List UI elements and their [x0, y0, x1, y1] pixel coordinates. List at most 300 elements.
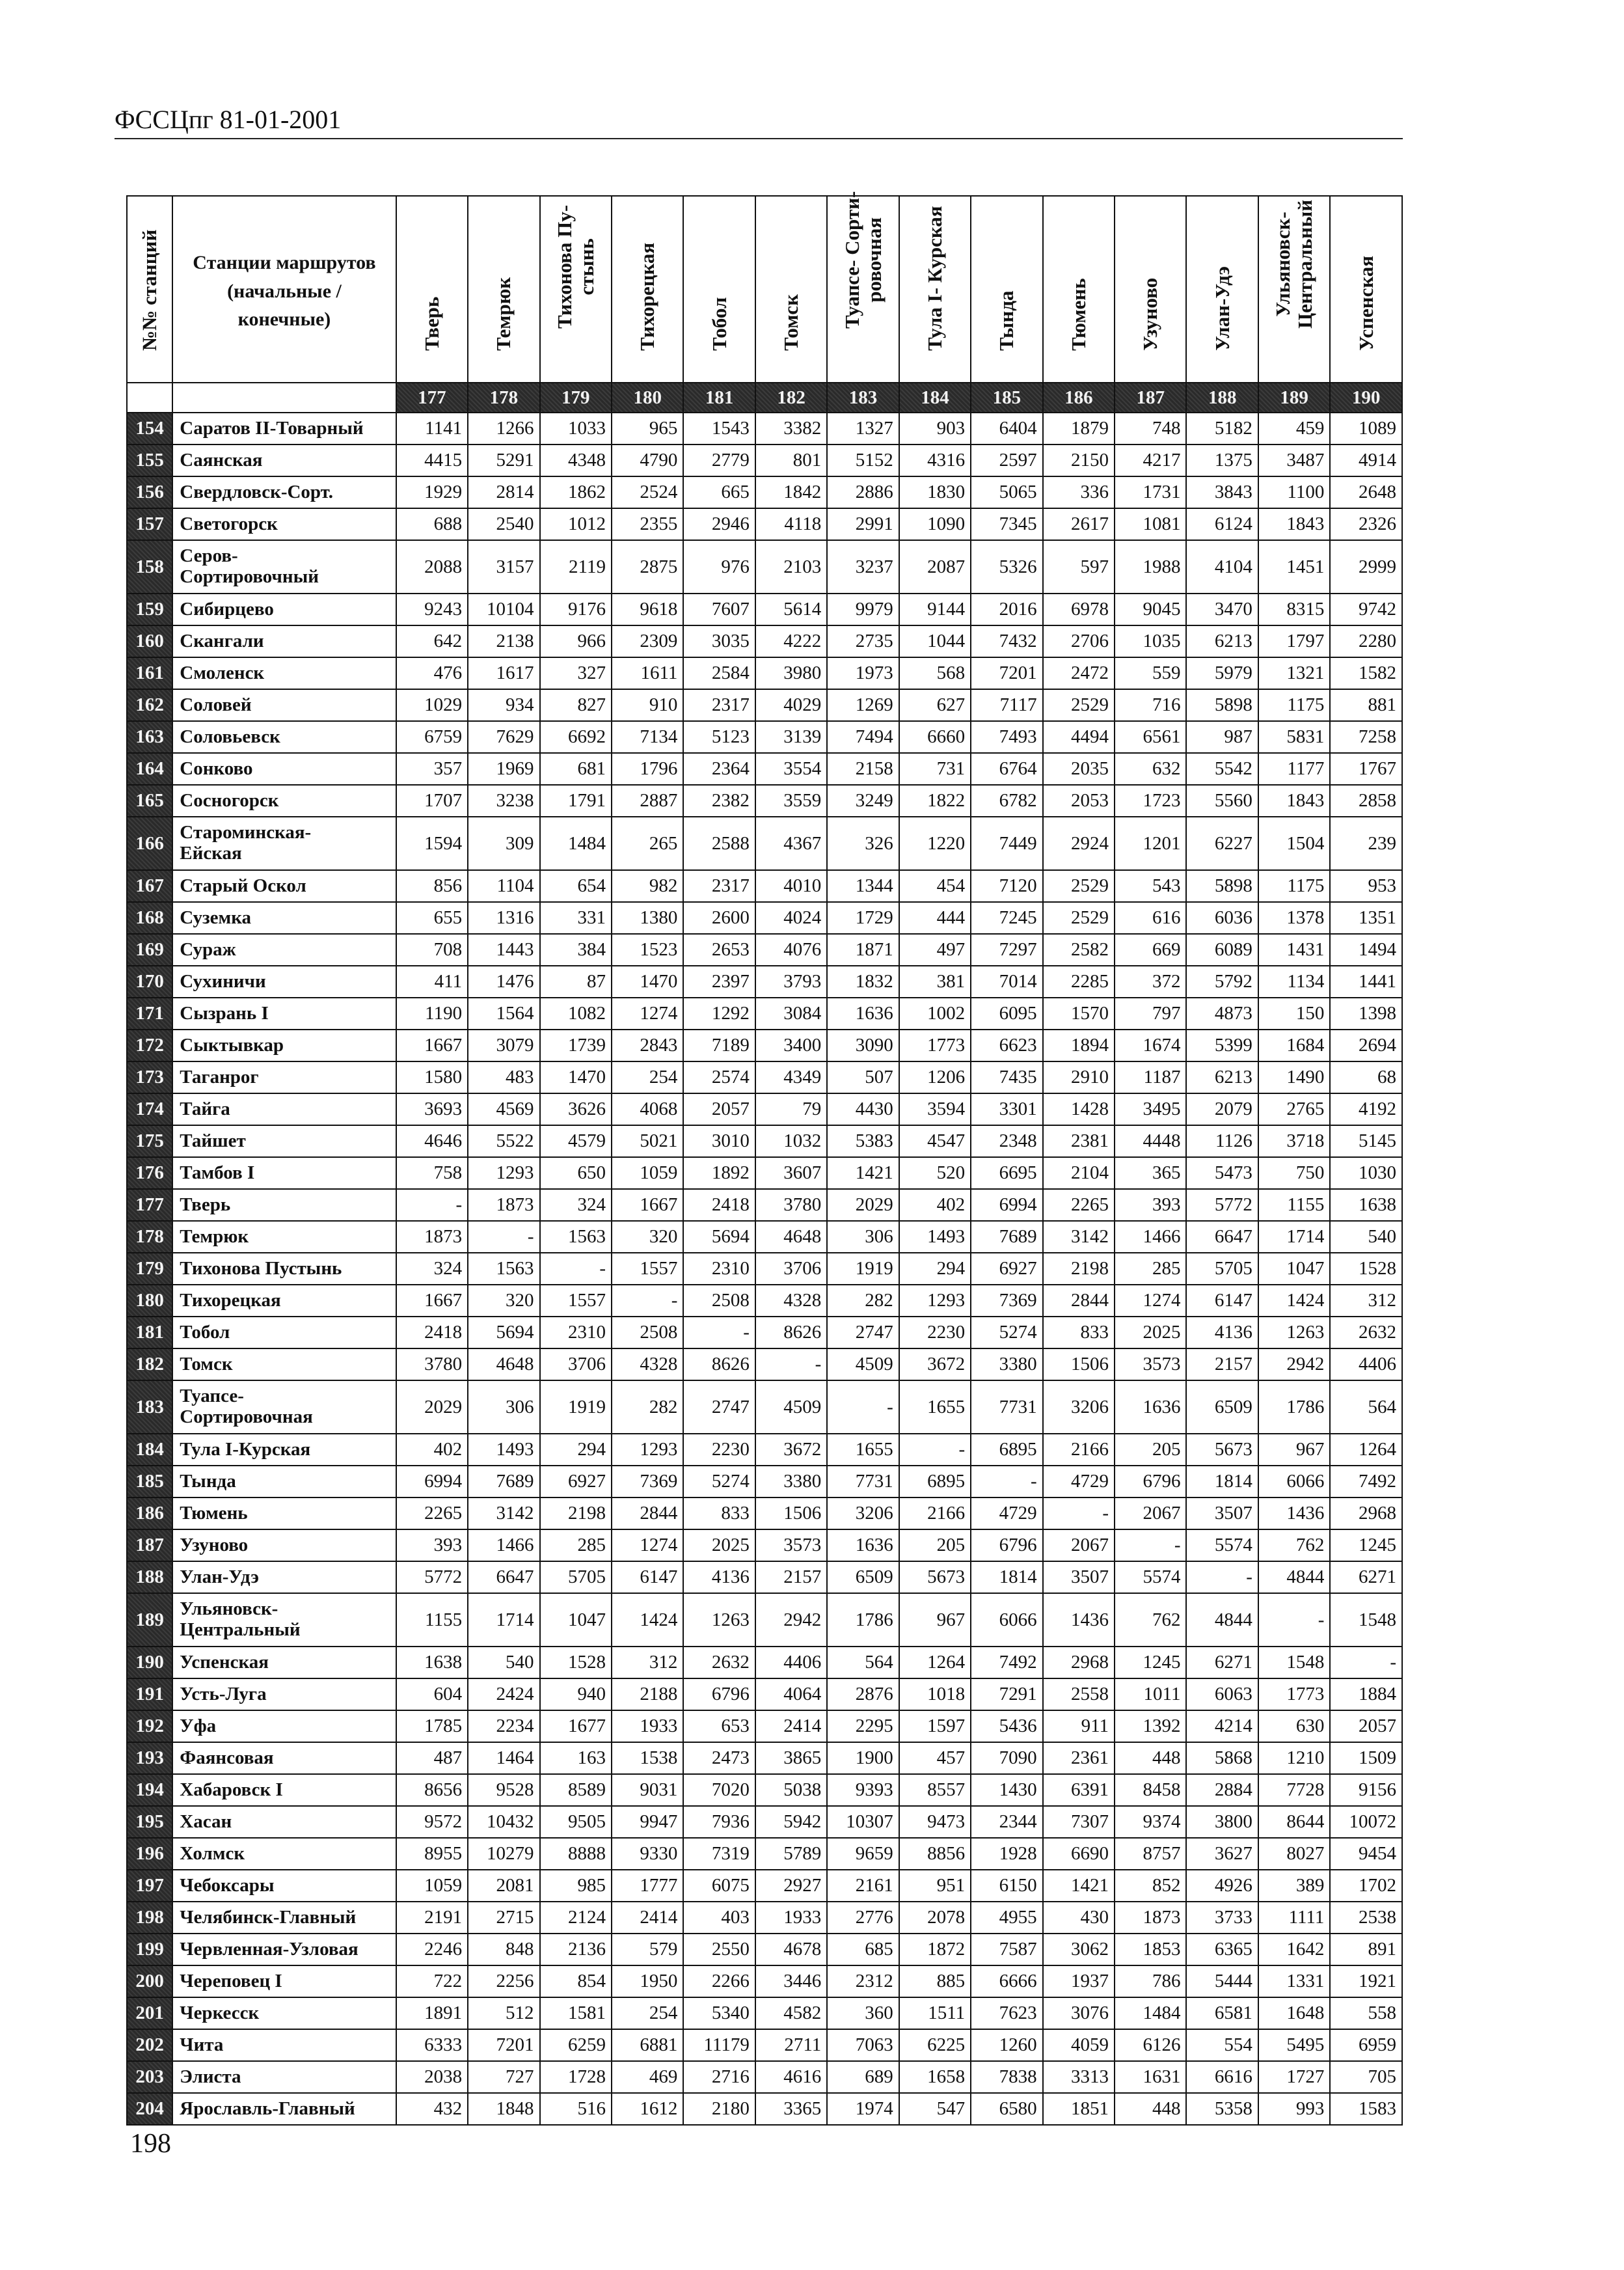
distance-cell: 6075	[683, 1870, 755, 1902]
distance-cell: 393	[1115, 1189, 1186, 1221]
distance-cell: 543	[1115, 870, 1186, 902]
distance-cell: 1263	[683, 1593, 755, 1647]
distance-cell: 1177	[1258, 753, 1330, 785]
distance-cell: 2280	[1330, 625, 1402, 657]
station-number: 190	[127, 1647, 172, 1678]
distance-cell: 2927	[755, 1870, 827, 1902]
distance-cell: 4367	[755, 817, 827, 870]
distance-cell: 5942	[755, 1806, 827, 1838]
station-name: Ярославль-Главный	[172, 2093, 396, 2125]
distance-cell: 2558	[1043, 1678, 1115, 1710]
distance-cell: 5979	[1186, 657, 1258, 689]
distance-cell: 1872	[899, 1934, 971, 1965]
station-number: 192	[127, 1710, 172, 1742]
distance-cell: 4494	[1043, 721, 1115, 753]
distance-cell: 9144	[899, 594, 971, 625]
distance-cell: 727	[468, 2061, 539, 2093]
station-name: Свердловск-Сорт.	[172, 476, 396, 508]
table-row	[127, 1678, 1402, 1710]
table-row	[127, 1030, 1402, 1061]
distance-cell: 2747	[683, 1380, 755, 1434]
distance-cell: 4010	[755, 870, 827, 902]
distance-cell: 7689	[468, 1466, 539, 1497]
distance-cell: 4678	[755, 1934, 827, 1965]
distance-cell: 2312	[827, 1965, 899, 1997]
station-name: Сонково	[172, 753, 396, 785]
column-number: 182	[755, 383, 827, 413]
distance-cell: 2653	[683, 934, 755, 966]
distance-cell: 1786	[1258, 1380, 1330, 1434]
distance-cell: 7090	[971, 1742, 1042, 1774]
distance-cell: 1919	[827, 1253, 899, 1285]
distance-cell: 564	[1330, 1380, 1402, 1434]
distance-cell: 2265	[396, 1497, 468, 1529]
distance-cell: 632	[1115, 753, 1186, 785]
distance-cell: 205	[899, 1529, 971, 1561]
distance-cell: 758	[396, 1157, 468, 1189]
station-name: Узуново	[172, 1529, 396, 1561]
station-name: Соловьевск	[172, 721, 396, 753]
distance-cell: 2136	[540, 1934, 612, 1965]
distance-cell: 1636	[827, 1529, 899, 1561]
distance-cell: 1928	[971, 1838, 1042, 1870]
distance-cell: 2310	[540, 1317, 612, 1348]
distance-cell: 4955	[971, 1902, 1042, 1934]
station-name: Холмск	[172, 1838, 396, 1870]
table-row	[127, 1497, 1402, 1529]
distance-cell: 6782	[971, 785, 1042, 817]
station-number: 172	[127, 1030, 172, 1061]
distance-cell: 2295	[827, 1710, 899, 1742]
distance-cell: 1843	[1258, 785, 1330, 817]
distance-cell: 1894	[1043, 1030, 1115, 1061]
distance-cell: 384	[540, 934, 612, 966]
station-number: 159	[127, 594, 172, 625]
distance-cell: 2424	[468, 1678, 539, 1710]
distance-cell: 2191	[396, 1902, 468, 1934]
distance-cell: 2029	[396, 1380, 468, 1434]
distance-cell: 5145	[1330, 1125, 1402, 1157]
distance-cell: 1786	[827, 1593, 899, 1647]
distance-cell: 1822	[899, 785, 971, 817]
distance-cell: 2397	[683, 966, 755, 998]
distance-cell: 1464	[468, 1742, 539, 1774]
distance-cell: 2150	[1043, 444, 1115, 476]
distance-cell: 4729	[971, 1497, 1042, 1529]
distance-cell: -	[612, 1285, 683, 1317]
distance-cell: 9156	[1330, 1774, 1402, 1806]
station-number: 179	[127, 1253, 172, 1285]
distance-cell: 2025	[683, 1529, 755, 1561]
distance-cell: 2550	[683, 1934, 755, 1965]
distance-cell: 833	[1043, 1317, 1115, 1348]
distance-cell: 2574	[683, 1061, 755, 1093]
distance-cell: 7493	[971, 721, 1042, 753]
distance-cell: 239	[1330, 817, 1402, 870]
station-name-header: Станции маршрутов (начальные / конечные)	[172, 196, 396, 383]
station-number: 177	[127, 1189, 172, 1221]
station-number: 168	[127, 902, 172, 934]
distance-cell: 854	[540, 1965, 612, 1997]
distance-cell: 3382	[755, 413, 827, 444]
column-number: 177	[396, 383, 468, 413]
distance-cell: 2694	[1330, 1030, 1402, 1061]
distance-cell: 3142	[468, 1497, 539, 1529]
distance-cell: 5291	[468, 444, 539, 476]
distance-cell: 8757	[1115, 1838, 1186, 1870]
distance-cell: 993	[1258, 2093, 1330, 2125]
distance-cell: 762	[1115, 1593, 1186, 1647]
distance-cell: 3793	[755, 966, 827, 998]
distance-cell: 5868	[1186, 1742, 1258, 1774]
distance-cell: 2858	[1330, 785, 1402, 817]
distance-cell: 2285	[1043, 966, 1115, 998]
distance-cell: 6213	[1186, 1061, 1258, 1093]
distance-cell: -	[1043, 1497, 1115, 1529]
distance-cell: 1035	[1115, 625, 1186, 657]
table-row	[127, 1870, 1402, 1902]
distance-cell: 2104	[1043, 1157, 1115, 1189]
column-number: 180	[612, 383, 683, 413]
distance-cell: 1292	[683, 998, 755, 1030]
distance-cell: 294	[540, 1434, 612, 1466]
station-number: 198	[127, 1902, 172, 1934]
station-number: 193	[127, 1742, 172, 1774]
distance-cell: 1126	[1186, 1125, 1258, 1157]
distance-cell: 540	[468, 1647, 539, 1678]
distance-cell: 1791	[540, 785, 612, 817]
distance-cell: 1484	[540, 817, 612, 870]
distance-cell: 507	[827, 1061, 899, 1093]
distance-cell: 891	[1330, 1934, 1402, 1965]
station-number: 161	[127, 657, 172, 689]
distance-cell: 2648	[1330, 476, 1402, 508]
distance-cell: 5772	[396, 1561, 468, 1593]
distance-cell: 642	[396, 625, 468, 657]
station-number: 167	[127, 870, 172, 902]
distance-cell: 6616	[1186, 2061, 1258, 2093]
station-number: 186	[127, 1497, 172, 1529]
distance-cell: 1648	[1258, 1997, 1330, 2029]
distance-cell: 1714	[468, 1593, 539, 1647]
column-number: 183	[827, 383, 899, 413]
distance-cell: 797	[1115, 998, 1186, 1030]
distance-cell: 685	[827, 1934, 899, 1965]
distance-cell: 402	[396, 1434, 468, 1466]
station-name: Тихорецкая	[172, 1285, 396, 1317]
distance-cell: 2309	[612, 625, 683, 657]
distance-cell: 4790	[612, 444, 683, 476]
distance-cell: 6227	[1186, 817, 1258, 870]
distance-cell: 1853	[1115, 1934, 1186, 1965]
distance-cell: 5358	[1186, 2093, 1258, 2125]
table-row	[127, 1434, 1402, 1466]
distance-cell: 4192	[1330, 1093, 1402, 1125]
distance-cell: 6895	[971, 1434, 1042, 1466]
distance-cell: 2875	[612, 540, 683, 594]
distance-cell: 2057	[1330, 1710, 1402, 1742]
column-number: 189	[1258, 383, 1330, 413]
distance-cell: 3594	[899, 1093, 971, 1125]
column-header: Тула I- Курская	[899, 196, 971, 383]
distance-cell: 2310	[683, 1253, 755, 1285]
station-number: 183	[127, 1380, 172, 1434]
column-number: 184	[899, 383, 971, 413]
distance-cell: 1523	[612, 934, 683, 966]
distance-cell: 7245	[971, 902, 1042, 934]
distance-cell: 6881	[612, 2029, 683, 2061]
station-number: 164	[127, 753, 172, 785]
distance-cell: 2166	[1043, 1434, 1115, 1466]
distance-cell: 1667	[396, 1030, 468, 1061]
distance-cell: 7369	[971, 1285, 1042, 1317]
station-number: 203	[127, 2061, 172, 2093]
distance-cell: 2088	[396, 540, 468, 594]
distance-cell: 381	[899, 966, 971, 998]
distance-cell: 1543	[683, 413, 755, 444]
distance-cell: 1684	[1258, 1030, 1330, 1061]
distance-cell: 6509	[1186, 1380, 1258, 1434]
distance-cell: 5340	[683, 1997, 755, 2029]
distance-cell: 6647	[1186, 1221, 1258, 1253]
distance-cell: 3718	[1258, 1125, 1330, 1157]
station-name: Черкесск	[172, 1997, 396, 2029]
distance-cell: 1988	[1115, 540, 1186, 594]
distance-cell: 6271	[1330, 1561, 1402, 1593]
distance-cell: 5399	[1186, 1030, 1258, 1061]
distance-cell: 2473	[683, 1742, 755, 1774]
distance-cell: 5522	[468, 1125, 539, 1157]
distance-cell: 1104	[468, 870, 539, 902]
table-row	[127, 2061, 1402, 2093]
distance-cell: 1638	[396, 1647, 468, 1678]
distance-cell: 309	[468, 817, 539, 870]
distance-cell: 1245	[1330, 1529, 1402, 1561]
distance-cell: 1032	[755, 1125, 827, 1157]
distance-cell: -	[755, 1348, 827, 1380]
distance-cell: 2157	[755, 1561, 827, 1593]
distance-cell: 8315	[1258, 594, 1330, 625]
distance-cell: 6404	[971, 413, 1042, 444]
station-number: 187	[127, 1529, 172, 1561]
distance-cell: 9454	[1330, 1838, 1402, 1870]
distance-cell: 2053	[1043, 785, 1115, 817]
distance-cell: 1973	[827, 657, 899, 689]
distance-cell: 7134	[612, 721, 683, 753]
distance-cell: 9742	[1330, 594, 1402, 625]
distance-cell: 2600	[683, 902, 755, 934]
distance-cell: 568	[899, 657, 971, 689]
distance-cell: 2230	[899, 1317, 971, 1348]
distance-cell: 1636	[1115, 1380, 1186, 1434]
distance-cell: 430	[1043, 1902, 1115, 1934]
distance-cell: -	[468, 1221, 539, 1253]
station-name: Сосногорск	[172, 785, 396, 817]
distance-cell: 1490	[1258, 1061, 1330, 1093]
station-name: Тула I-Курская	[172, 1434, 396, 1466]
station-name: Смоленск	[172, 657, 396, 689]
station-number: 156	[127, 476, 172, 508]
column-header: Темрюк	[468, 196, 539, 383]
distance-cell: 6225	[899, 2029, 971, 2061]
table-row	[127, 625, 1402, 657]
distance-cell: 1263	[1258, 1317, 1330, 1348]
table-row	[127, 1997, 1402, 2029]
page-number: 198	[130, 2129, 171, 2159]
distance-cell: 650	[540, 1157, 612, 1189]
distance-cell: 1582	[1330, 657, 1402, 689]
station-name: Темрюк	[172, 1221, 396, 1253]
station-name: Туапсе- Сортировочная	[172, 1380, 396, 1434]
distance-cell: 2414	[755, 1710, 827, 1742]
blank-cell	[127, 383, 172, 413]
distance-cell: 4064	[755, 1678, 827, 1710]
station-number: 173	[127, 1061, 172, 1093]
column-number: 186	[1043, 383, 1115, 413]
distance-cell: 885	[899, 1965, 971, 1997]
distance-cell: 6796	[1115, 1466, 1186, 1497]
distance-cell: 1767	[1330, 753, 1402, 785]
distance-cell: 2355	[612, 508, 683, 540]
distance-cell: 1548	[1258, 1647, 1330, 1678]
distance-cell: 4415	[396, 444, 468, 476]
distance-cell: 324	[540, 1189, 612, 1221]
distance-cell: 4328	[755, 1285, 827, 1317]
distance-cell: 4136	[1186, 1317, 1258, 1348]
distance-cell: 4316	[899, 444, 971, 476]
distance-cell: 6391	[1043, 1774, 1115, 1806]
distance-cell: 1557	[612, 1253, 683, 1285]
distance-cell: 1929	[396, 476, 468, 508]
distance-cell: 2582	[1043, 934, 1115, 966]
distance-cell: 9045	[1115, 594, 1186, 625]
distance-cell: 6066	[1258, 1466, 1330, 1497]
distance-cell: 6666	[971, 1965, 1042, 1997]
distance-cell: 982	[612, 870, 683, 902]
distance-cell: 1921	[1330, 1965, 1402, 1997]
distance-cell: 8955	[396, 1838, 468, 1870]
distance-cell: 1264	[1330, 1434, 1402, 1466]
distance-cell: 7201	[468, 2029, 539, 2061]
distance-cell: 1175	[1258, 870, 1330, 902]
distance-cell: 7629	[468, 721, 539, 753]
table-row	[127, 1902, 1402, 1934]
distance-cell: 2198	[540, 1497, 612, 1529]
station-name: Старый Оскол	[172, 870, 396, 902]
distance-cell: 1293	[612, 1434, 683, 1466]
station-number: 163	[127, 721, 172, 753]
distance-cell: 2381	[1043, 1125, 1115, 1157]
distance-cell: 3365	[755, 2093, 827, 2125]
station-name: Саратов II-Товарный	[172, 413, 396, 444]
distance-cell: 285	[1115, 1253, 1186, 1285]
distance-cell: 1873	[396, 1221, 468, 1253]
column-number: 178	[468, 383, 539, 413]
column-number: 185	[971, 383, 1042, 413]
distance-cell: 4579	[540, 1125, 612, 1157]
distance-cell: 6365	[1186, 1934, 1258, 1965]
distance-cell: 597	[1043, 540, 1115, 594]
distance-cell: 10104	[468, 594, 539, 625]
distance-cell: 1011	[1115, 1678, 1186, 1710]
distance-cell: 4430	[827, 1093, 899, 1125]
distance-cell: 762	[1258, 1529, 1330, 1561]
distance-cell: 320	[468, 1285, 539, 1317]
distance-cell: 1851	[1043, 2093, 1115, 2125]
distance-cell: -	[1258, 1593, 1330, 1647]
distance-cell: 68	[1330, 1061, 1402, 1093]
distance-cell: 1528	[1330, 1253, 1402, 1285]
distance-cell: 3495	[1115, 1093, 1186, 1125]
distance-table	[126, 191, 1403, 2126]
distance-cell: 9330	[612, 1838, 683, 1870]
station-number: 191	[127, 1678, 172, 1710]
distance-cell: 3980	[755, 657, 827, 689]
distance-cell: 7494	[827, 721, 899, 753]
station-name: Саянская	[172, 444, 396, 476]
distance-cell: 1873	[1115, 1902, 1186, 1934]
distance-cell: 1655	[899, 1380, 971, 1434]
distance-cell: 6978	[1043, 594, 1115, 625]
distance-cell: 4076	[755, 934, 827, 966]
distance-cell: 312	[612, 1647, 683, 1678]
distance-cell: 1636	[827, 998, 899, 1030]
distance-cell: 1937	[1043, 1965, 1115, 1997]
distance-cell: 372	[1115, 966, 1186, 998]
distance-cell: 1892	[683, 1157, 755, 1189]
column-number: 188	[1186, 383, 1258, 413]
station-name: Сухиничи	[172, 966, 396, 998]
distance-cell: 7623	[971, 1997, 1042, 2029]
distance-cell: 87	[540, 966, 612, 998]
distance-cell: 1506	[1043, 1348, 1115, 1380]
distance-cell: 357	[396, 753, 468, 785]
distance-cell: 2715	[468, 1902, 539, 1934]
distance-cell: 2584	[683, 657, 755, 689]
distance-cell: 6927	[540, 1466, 612, 1497]
station-number: 181	[127, 1317, 172, 1348]
distance-cell: 483	[468, 1061, 539, 1093]
distance-cell: 8856	[899, 1838, 971, 1870]
station-number: 201	[127, 1997, 172, 2029]
distance-cell: 7492	[1330, 1466, 1402, 1497]
distance-cell: 326	[827, 817, 899, 870]
distance-cell: 547	[899, 2093, 971, 2125]
distance-cell: 1430	[971, 1774, 1042, 1806]
distance-cell: 4104	[1186, 540, 1258, 594]
distance-cell: 5772	[1186, 1189, 1258, 1221]
distance-cell: 976	[683, 540, 755, 594]
distance-cell: 1933	[755, 1902, 827, 1934]
distance-cell: 2538	[1330, 1902, 1402, 1934]
distance-cell: 2188	[612, 1678, 683, 1710]
distance-cell: 6647	[468, 1561, 539, 1593]
distance-cell: 9393	[827, 1774, 899, 1806]
distance-cell: 3843	[1186, 476, 1258, 508]
distance-cell: 2103	[755, 540, 827, 594]
distance-cell: 4646	[396, 1125, 468, 1157]
distance-cell: 3780	[755, 1189, 827, 1221]
distance-cell: 967	[899, 1593, 971, 1647]
table-row	[127, 966, 1402, 998]
table-row	[127, 540, 1402, 594]
distance-cell: 6764	[971, 753, 1042, 785]
distance-cell: 2087	[899, 540, 971, 594]
distance-cell: 1494	[1330, 934, 1402, 966]
distance-cell: 2942	[1258, 1348, 1330, 1380]
distance-cell: 360	[827, 1997, 899, 2029]
station-name: Фаянсовая	[172, 1742, 396, 1774]
